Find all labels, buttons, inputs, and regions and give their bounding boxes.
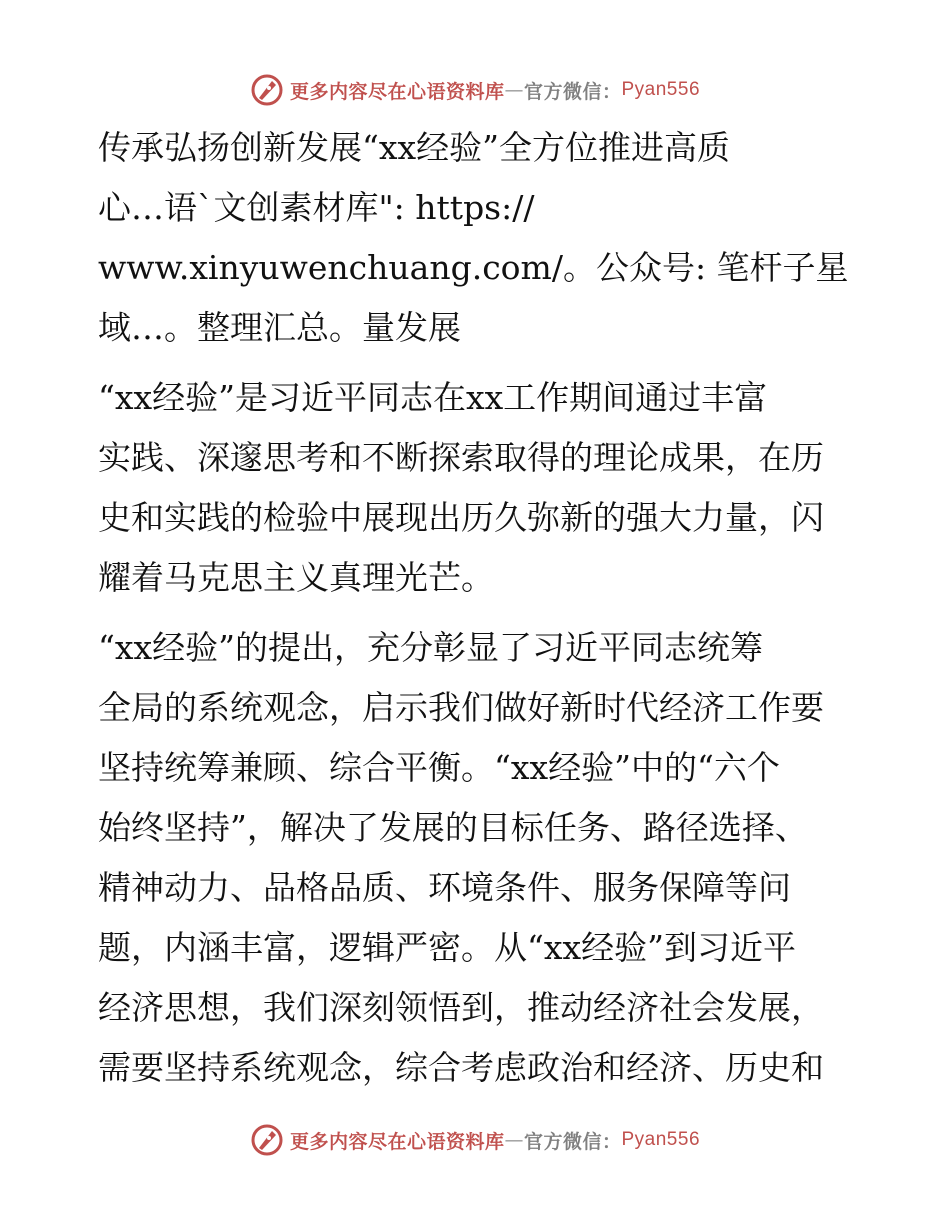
watermark-handle: Pyan556 <box>621 1129 701 1150</box>
paragraph-line: 经济思想，我们深刻领悟到，推动经济社会发展， <box>98 988 824 1027</box>
pen-nib-icon <box>250 73 284 107</box>
watermark-brand: 更多内容尽在心语资料库 <box>289 1130 505 1153</box>
pen-nib-icon <box>250 1123 284 1157</box>
paragraph-line: 史和实践的检验中展现出历久弥新的强大力量，闪 <box>98 498 824 537</box>
paragraph-line: 坚持统筹兼顾、综合平衡。“xx经验”中的“六个 <box>98 748 780 787</box>
paragraph-line: 全局的系统观念，启示我们做好新时代经济工作要 <box>98 688 824 727</box>
watermark-handle: Pyan556 <box>621 79 701 100</box>
paragraph-line: 精神动力、品格品质、环境条件、服务保障等问 <box>98 868 791 907</box>
title-line: 传承弘扬创新发展“xx经验”全方位推进高质 <box>98 128 730 167</box>
watermark-wechat-label: 官方微信： <box>523 1130 622 1153</box>
watermark-wechat-label: 官方微信： <box>523 80 622 103</box>
paragraph-line: 需要坚持系统观念，综合考虑政治和经济、历史和 <box>98 1048 824 1087</box>
document-title <box>98 118 868 358</box>
document-body <box>98 118 868 1098</box>
watermark-dash: — <box>504 1129 524 1151</box>
paragraph-line: 实践、深邃思考和不断探索取得的理论成果，在历 <box>98 438 824 477</box>
paragraph-line: 始终坚持”，解决了发展的目标任务、路径选择、 <box>98 808 808 847</box>
paragraph-line: “xx经验”的提出，充分彰显了习近平同志统筹 <box>98 628 763 667</box>
paragraph-2 <box>98 618 868 1098</box>
title-line: 心…语`文创素材库": https:// <box>98 188 535 227</box>
watermark-dash: — <box>504 79 524 101</box>
paragraph-line: “xx经验”是习近平同志在xx工作期间通过丰富 <box>98 378 768 417</box>
paragraph-line: 题，内涵丰富，逻辑严密。从“xx经验”到习近平 <box>98 928 796 967</box>
paragraph-line: 耀着马克思主义真理光芒。 <box>98 558 494 597</box>
watermark-brand: 更多内容尽在心语资料库 <box>289 80 505 103</box>
footer-watermark <box>0 1120 950 1160</box>
paragraph-1 <box>98 368 868 608</box>
title-line: www.xinyuwenchuang.com/。公众号: 笔杆子星 <box>98 248 849 287</box>
header-watermark <box>0 70 950 110</box>
title-line: 域…。整理汇总。量发展 <box>98 308 461 347</box>
